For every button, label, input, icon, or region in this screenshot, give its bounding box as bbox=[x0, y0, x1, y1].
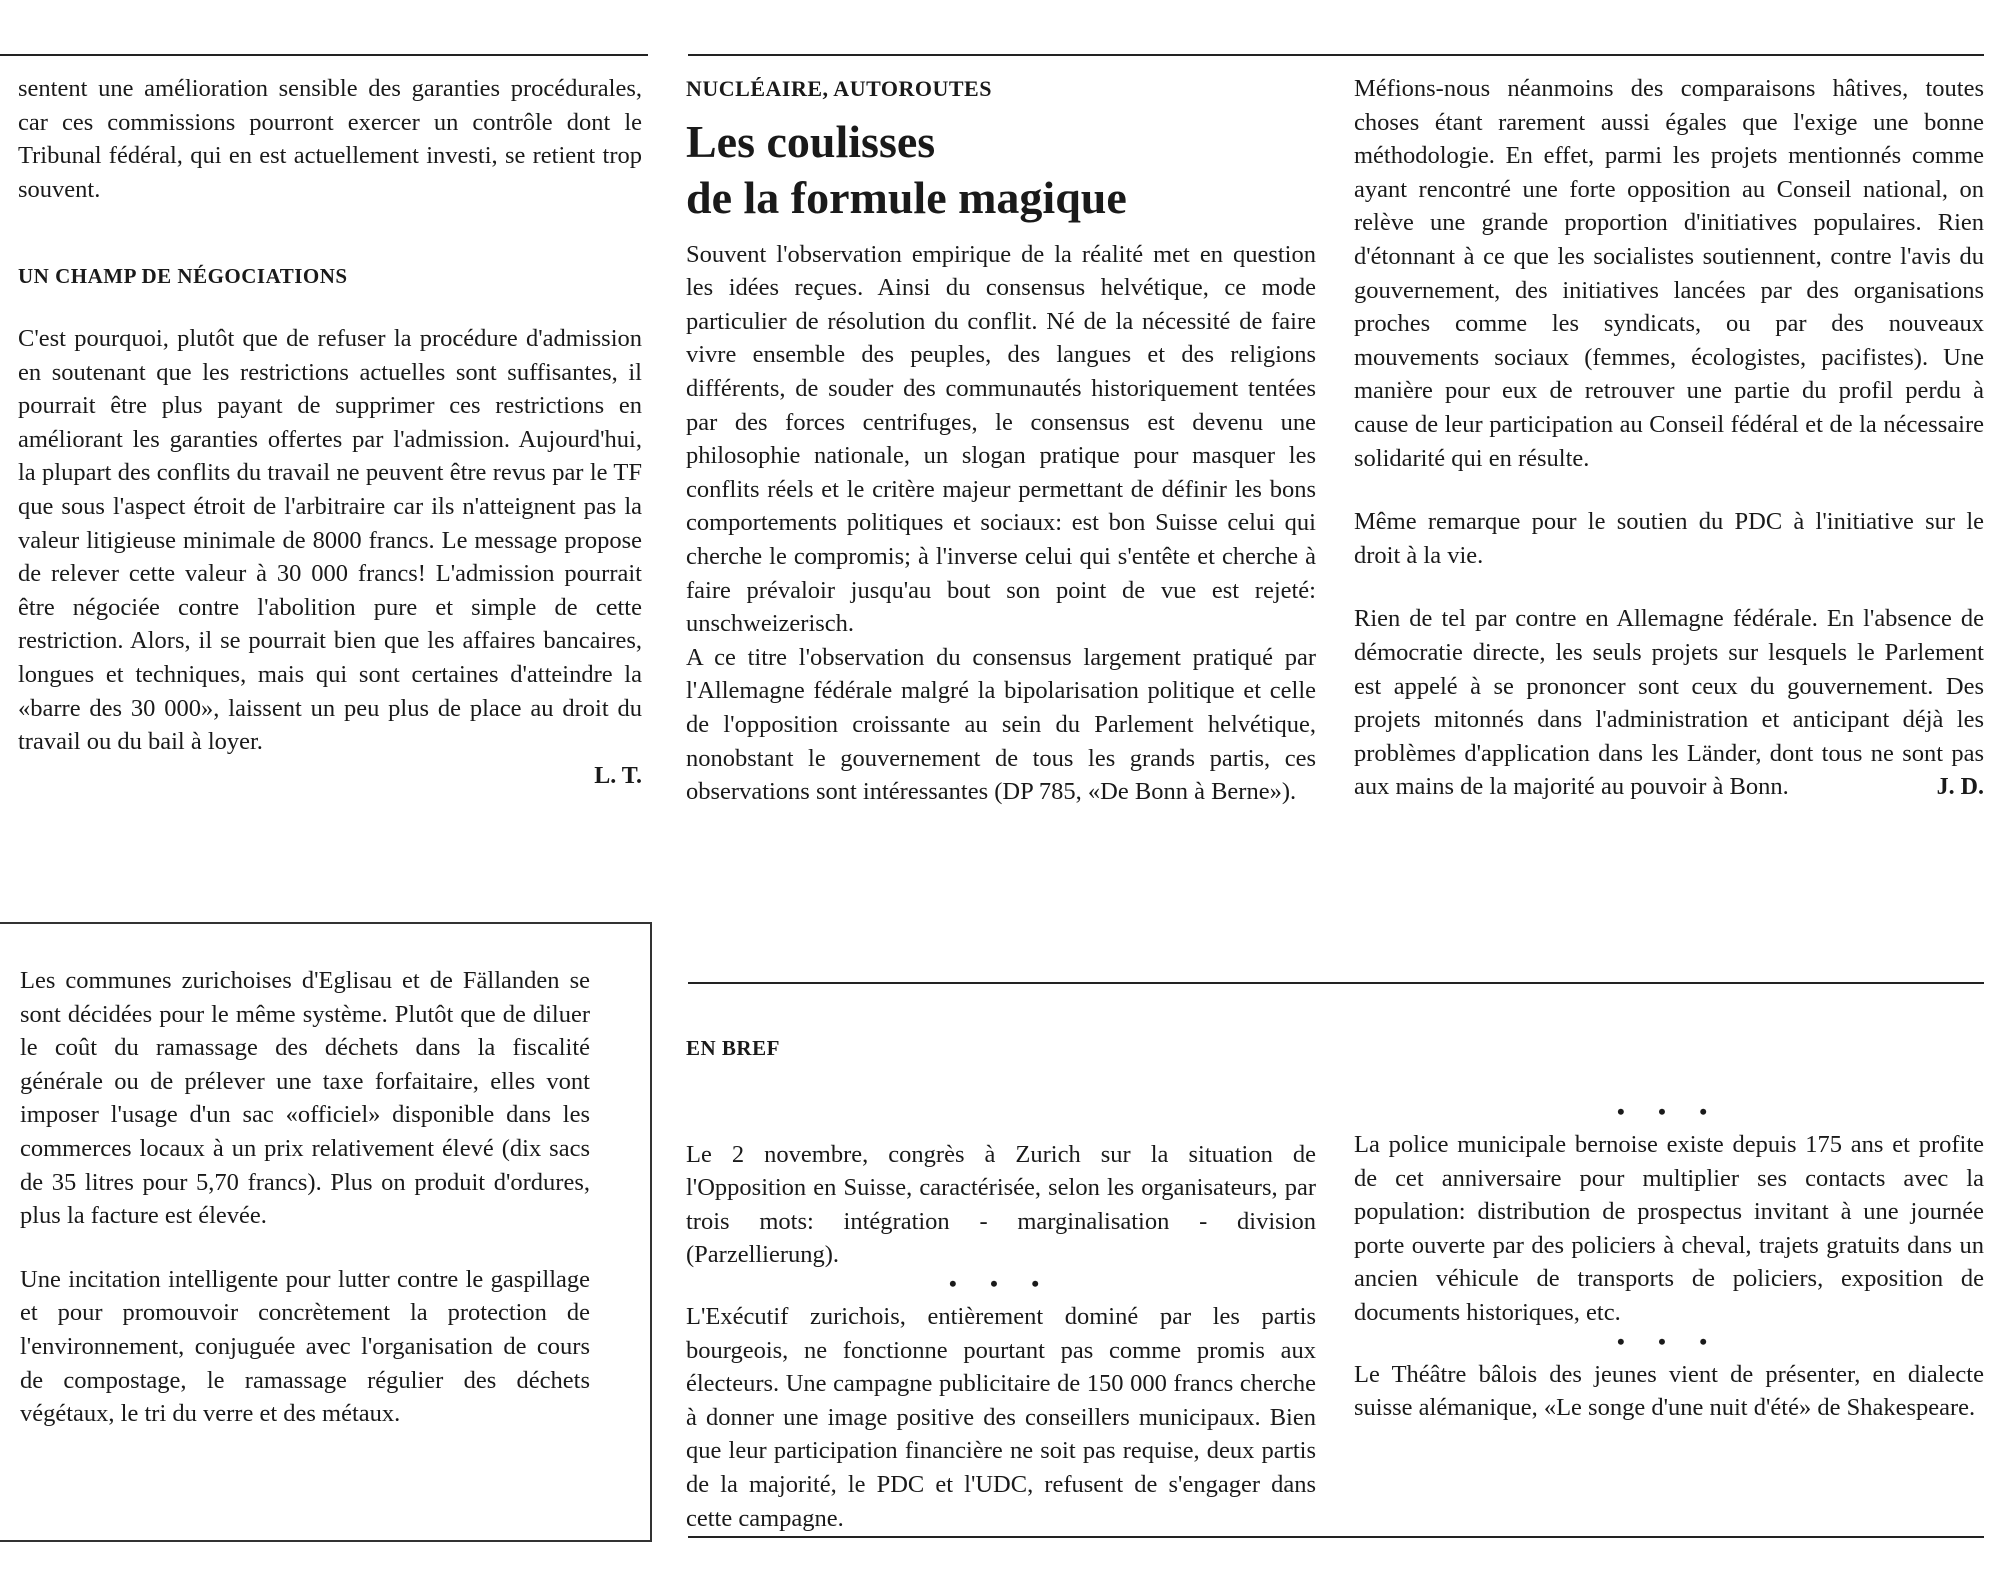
left-signature: L. T. bbox=[594, 762, 642, 789]
box-content bbox=[20, 964, 590, 1431]
bref-column-2 bbox=[1354, 1032, 1984, 1425]
top-rule-right bbox=[688, 54, 1984, 56]
bref-separator-3: • • • bbox=[1616, 1328, 1722, 1354]
bref-heading: EN BREF bbox=[686, 1036, 780, 1060]
bref-paragraph-4: Le Théâtre bâlois des jeunes vient de présenter, en dialecte suisse alémanique, «Le songe d'une nuit d'été» de Shakespeare. bbox=[1354, 1360, 1984, 1422]
article-paragraph-1: Souvent l'observation empirique de la réalité met en question les idées reçues. Ainsi du consensus helvétique, ce mode particulier de résolution du conflit. Né de la nécessité de faire vivre ensemble des peuples, des langues et des religions différents, de souder des communautés historiquement tentées par des forces centrifuges, le consensus est devenu une philosophie nationale, un slogan pratique pour masquer les conflits réels et le critère majeur permettant de définir les bons comportements politiques et sociaux: est bon Suisse celui qui cherche le compromis; à l'inverse celui qui s'entête et cherche à faire prévaloir jusqu'au bout son point de vue est rejeté: unschweizerisch. bbox=[686, 240, 1316, 638]
boxed-note bbox=[0, 922, 652, 1542]
bref-paragraph-1: Le 2 novembre, congrès à Zurich sur la situation de l'Opposition en Suisse, caractérisée, selon les organisateurs, par trois mots: intégration - marginalisation - division (Parzellierung). bbox=[686, 1140, 1316, 1269]
box-paragraph-1: Les communes zurichoises d'Eglisau et de Fällanden se sont décidées pour le même système. Plutôt que de diluer le coût du ramassage des déchets dans la fiscalité générale ou de prélever une taxe forfaitaire, elles vont imposer l'usage d'un sac «officiel» disponible dans les commerces locaux à un prix relativement élevé (dix sacs de 35 litres pour 5,70 francs). Plus on produit d'ordures, plus la facture est élevée. bbox=[20, 967, 590, 1230]
article-paragraph-2: A ce titre l'observation du consensus largement pratiqué par l'Allemagne fédérale malgré la bipolarisation politique et celle de l'opposition croissante au sein du Parlement helvétique, nonobstant le gouvernement de tous les grands partis, ces observations sont intéressantes (DP 785, «De Bonn à Berne»). bbox=[686, 643, 1316, 806]
middle-rule bbox=[688, 982, 1984, 984]
top-rule-left bbox=[0, 54, 648, 56]
left-body: C'est pourquoi, plutôt que de refuser la procédure d'admission en soutenant que les restrictions actuelles sont suffisantes, il pourrait être plus payant de supprimer ces restrictions en améliorant les garanties offertes par l'admission. Aujourd'hui, la plupart des conflits du travail ne peuvent être revus par le TF que sous l'aspect étroit de l'arbitraire car ils n'atteignent pas la valeur litigieuse minimale de 8000 francs. Le message propose de relever cette valeur à 30 000 francs! L'admission pourrait être négociée contre l'abolition pure et simple de cette restriction. Alors, il se pourrait bien que les affaires bancaires, longues et techniques, mais qui sont certaines d'atteindre la «barre des 30 000», laissent un peu plus de place au droit du travail ou du bail à loyer. bbox=[18, 324, 642, 756]
bref-column-1 bbox=[686, 1032, 1316, 1535]
article-column-1 bbox=[686, 72, 1316, 809]
article-column-2 bbox=[1354, 72, 1984, 804]
column-left bbox=[18, 72, 642, 793]
bref-paragraph-2: L'Exécutif zurichois, entièrement dominé par les partis bourgeois, ne fonctionne pourtant pas comme promis aux électeurs. Une campagne publicitaire de 150 000 francs cherche à donner une image positive des conseillers municipaux. Bien que leur participation financière ne soit pas requise, deux partis de la majorité, le PDC et l'UDC, refusent de s'engager dans cette campagne. bbox=[686, 1302, 1316, 1532]
left-intro: sentent une amélioration sensible des garanties procédurales, car ces commissions pourront exercer un contrôle dont le Tribunal fédéral, qui en est actuellement investi, se retient trop souvent. bbox=[18, 75, 642, 203]
left-heading: UN CHAMP DE NÉGOCIATIONS bbox=[18, 264, 348, 289]
article-paragraph-4: Même remarque pour le soutien du PDC à l'initiative sur le droit à la vie. bbox=[1354, 508, 1984, 569]
article-title bbox=[686, 114, 1316, 226]
article-paragraph-5: Rien de tel par contre en Allemagne fédérale. En l'absence de démocratie directe, les seuls projets sur lesquels le Parlement est appelé à se prononcer sont ceux du gouvernement. Des projets mitonnés dans l'administration et anticipant déjà les problèmes d'application dans les Länder, dont tous ne sont pas aux mains de la majorité au pouvoir à Bonn. bbox=[1354, 605, 1984, 801]
article-kicker: NUCLÉAIRE, AUTOROUTES bbox=[686, 76, 992, 101]
bref-separator-1: • • • bbox=[948, 1270, 1054, 1296]
article-title-line-1: Les coulisses bbox=[686, 115, 936, 167]
article-title-line-2: de la formule magique bbox=[686, 171, 1127, 223]
bref-paragraph-3: La police municipale bernoise existe depuis 175 ans et profite de cet anniversaire pour multiplier ses contacts avec la population: distribution de prospectus invitant à une journée porte ouverte par des policiers à cheval, trajets gratuits dans un ancien véhicule de transports de policiers, exposition de documents historiques, etc. bbox=[1354, 1131, 1984, 1326]
article-paragraph-3: Méfions-nous néanmoins des comparaisons hâtives, toutes choses étant rarement aussi égales que l'exige une bonne méthodologie. En effet, parmi les projets mentionnés comme ayant rencontré une forte opposition au Conseil national, on relève une grande proportion d'initiatives populaires. Rien d'étonnant à ce que les socialistes soutiennent, contre l'avis du gouvernement, des initiatives lancées par des organisations proches comme les syndicats, ou par des nouveaux mouvements sociaux (femmes, écologistes, pacifistes). Une manière pour eux de retrouver une partie du profil perdu à cause de leur participation au Conseil fédéral et de la nécessaire solidarité qui en résulte. bbox=[1354, 75, 1984, 472]
bottom-rule bbox=[688, 1536, 1984, 1538]
box-paragraph-2: Une incitation intelligente pour lutter contre le gaspillage et pour promouvoir concrètement la protection de l'environnement, conjuguée avec l'organisation de cours de compostage, le ramassage régulier des déchets végétaux, le tri du verre et des métaux. bbox=[20, 1265, 590, 1428]
article-signature: J. D. bbox=[1936, 773, 1984, 800]
bref-separator-2: • • • bbox=[1616, 1099, 1722, 1124]
